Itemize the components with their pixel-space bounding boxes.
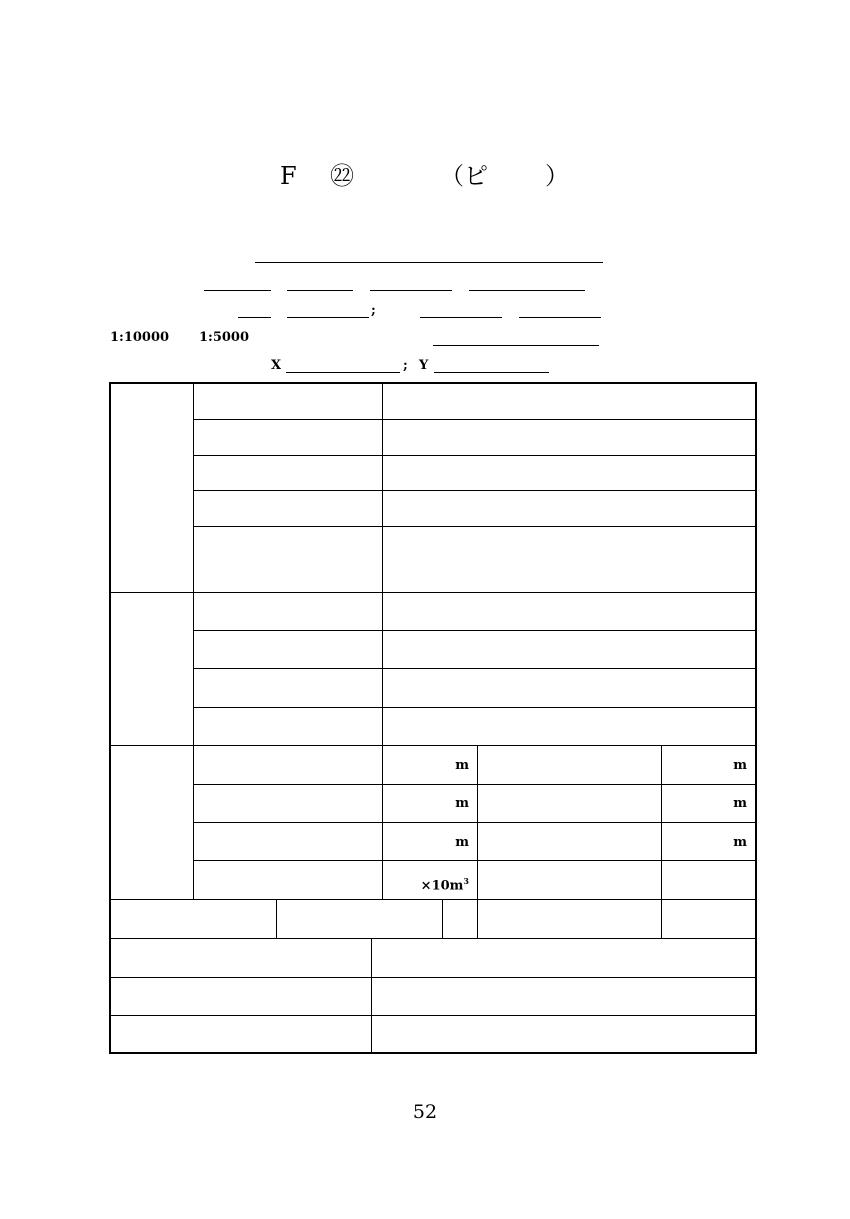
field-line-3a[interactable] xyxy=(238,317,271,318)
unit-meter-2b: m xyxy=(733,796,747,811)
field-line-2d[interactable] xyxy=(469,290,585,291)
field-line-2a[interactable] xyxy=(204,290,271,291)
y-coordinate-label: Y xyxy=(419,358,429,373)
unit-meter-1a: m xyxy=(455,758,469,773)
field-line-2c[interactable] xyxy=(370,290,452,291)
bottom-column-divider xyxy=(371,938,372,1054)
unit-volume-exponent: 3 xyxy=(463,876,469,886)
title-letter: F xyxy=(280,162,297,190)
y-coordinate-field[interactable] xyxy=(434,372,549,373)
x-coordinate-label: X xyxy=(271,358,282,373)
unit-meter-3b: m xyxy=(733,835,747,850)
document-title xyxy=(0,158,850,194)
page-number: 52 xyxy=(412,1101,438,1123)
bottom-row-divider-2 xyxy=(111,1015,757,1016)
field-line-3c[interactable] xyxy=(420,317,502,318)
row-divider-9 xyxy=(193,822,757,823)
title-paren-close: ） xyxy=(545,162,569,190)
single-row-divider-a xyxy=(276,899,277,938)
row-divider-2 xyxy=(193,455,757,456)
unit-meter-2a: m xyxy=(455,796,469,811)
semicolon-separator-2: ; xyxy=(403,358,408,373)
scale-label-10000: 1:10000 xyxy=(110,330,170,345)
row-divider-8 xyxy=(193,784,757,785)
field-line-3d[interactable] xyxy=(519,317,601,318)
x-coordinate-field[interactable] xyxy=(286,372,400,373)
row-divider-4 xyxy=(193,526,757,527)
row-divider-3 xyxy=(193,490,757,491)
single-row-divider-b xyxy=(442,899,443,938)
unit-volume xyxy=(401,873,469,894)
unit-meter-1b: m xyxy=(733,758,747,773)
title-paren-open: （ピ xyxy=(440,162,488,190)
name-field-line[interactable] xyxy=(255,262,603,263)
unit-volume-base: ×10m xyxy=(420,878,464,894)
survey-form-table xyxy=(109,382,757,1054)
section-divider-4 xyxy=(111,938,757,939)
title-number: ㉒ xyxy=(330,162,354,190)
value-column-divider-2 xyxy=(661,745,662,938)
bottom-row-divider-1 xyxy=(111,977,757,978)
section-divider-1 xyxy=(111,592,757,593)
row-divider-5 xyxy=(193,630,757,631)
semicolon-separator-1: ; xyxy=(371,303,376,318)
scale-label-5000: 1:5000 xyxy=(199,330,250,345)
field-line-4[interactable] xyxy=(433,345,599,346)
row-divider-1 xyxy=(193,419,757,420)
section-divider-3 xyxy=(111,899,757,900)
field-line-3b[interactable] xyxy=(287,317,369,318)
unit-meter-3a: m xyxy=(455,835,469,850)
row-divider-6 xyxy=(193,668,757,669)
row-divider-10 xyxy=(193,860,757,861)
row-divider-7 xyxy=(193,707,757,708)
value-column-divider-1 xyxy=(477,745,478,938)
field-line-2b[interactable] xyxy=(287,290,353,291)
